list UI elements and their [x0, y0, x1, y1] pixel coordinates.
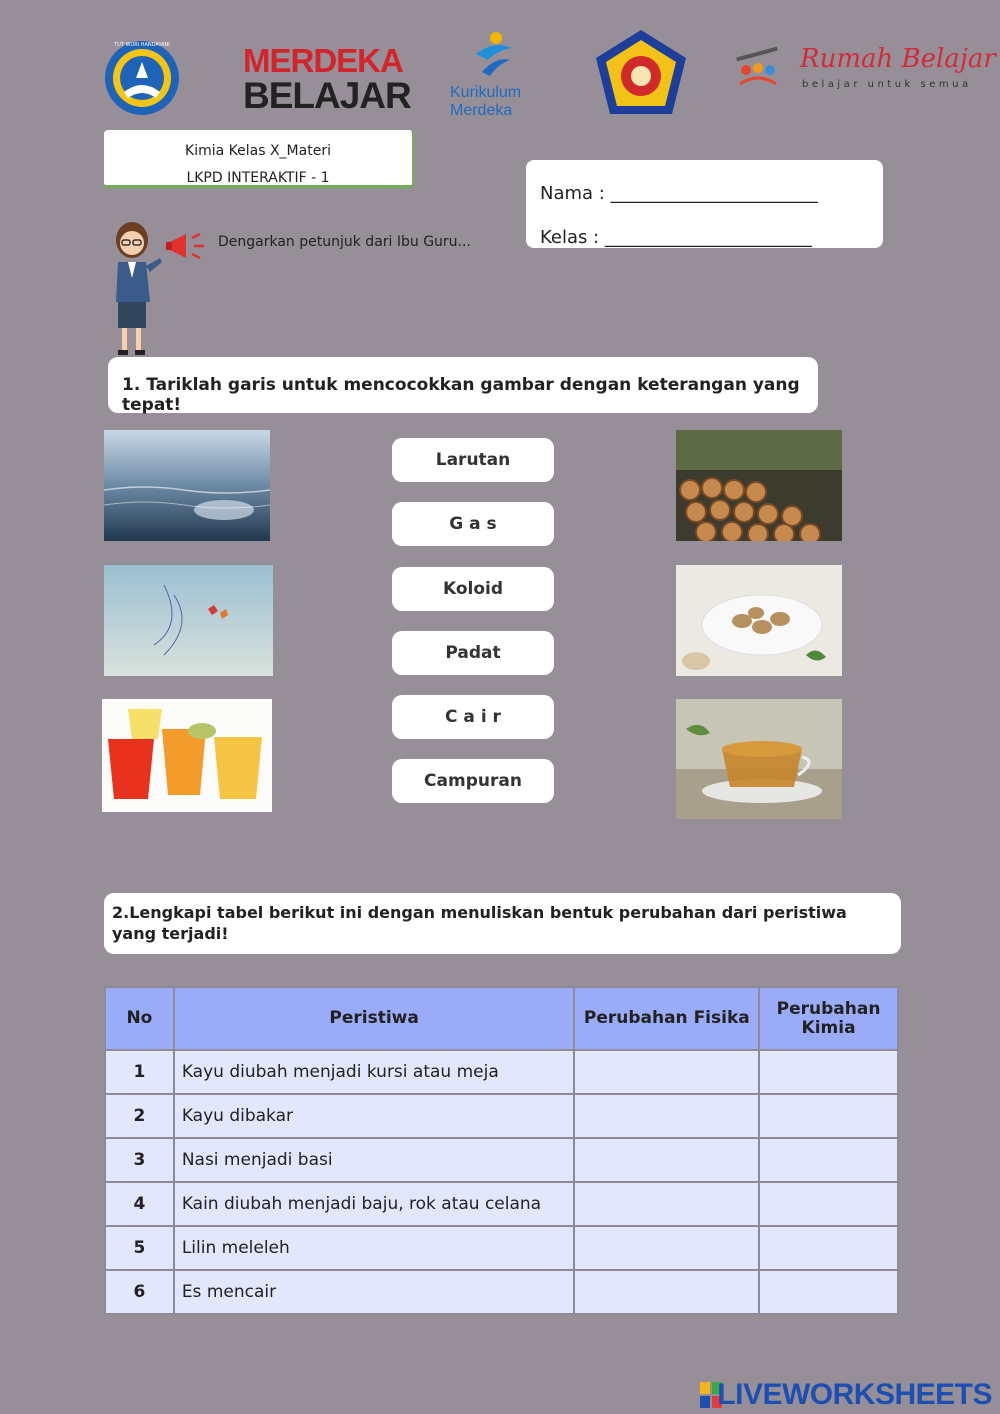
tea-cup-photo[interactable] — [676, 699, 842, 819]
jelly-dessert-photo[interactable] — [102, 699, 272, 812]
question-1-prompt: 1. Tariklah garis untuk mencocokkan gambar dengan keterangan yang tepat! — [108, 357, 818, 413]
merdeka-word-small: Merdeka — [450, 102, 513, 119]
row-event: Kain diubah menjadi baju, rok atau celana — [174, 1182, 575, 1226]
tut-wuri-logo — [104, 40, 180, 116]
row-event: Kayu diubah menjadi kursi atau meja — [174, 1050, 575, 1094]
row-number: 2 — [105, 1094, 174, 1138]
student-info-box — [526, 160, 883, 248]
table-row — [105, 1094, 898, 1138]
merdeka-word: MERDEKA — [243, 42, 403, 79]
water-surface-photo[interactable] — [104, 430, 270, 541]
option-padat[interactable]: Padat — [392, 631, 554, 675]
row-number: 3 — [105, 1138, 174, 1182]
kites-sky-photo[interactable] — [104, 565, 273, 676]
change-table — [104, 986, 899, 1315]
header-chemical-line1: Perubahan — [776, 998, 881, 1019]
wood-logs-photo[interactable] — [676, 430, 842, 541]
row-number: 6 — [105, 1270, 174, 1314]
row-number: 4 — [105, 1182, 174, 1226]
rumah-belajar-tagline: belajar untuk semua — [802, 79, 972, 90]
worksheet-subject: Kimia Kelas X_Materi — [185, 143, 331, 159]
physical-answer-cell[interactable] — [574, 1094, 759, 1138]
option-koloid[interactable]: Koloid — [392, 567, 554, 611]
chemical-answer-cell[interactable] — [759, 1050, 898, 1094]
row-number: 1 — [105, 1050, 174, 1094]
header-physical-change: Perubahan Fisika — [574, 987, 759, 1050]
chemical-answer-cell[interactable] — [759, 1138, 898, 1182]
worksheet-title-box — [104, 130, 414, 188]
megaphone-icon — [166, 230, 210, 262]
row-event: Es mencair — [174, 1270, 575, 1314]
option-larutan[interactable]: Larutan — [392, 438, 554, 482]
mushroom-dish-photo[interactable] — [676, 565, 842, 676]
tut-wuri-caption: TUT WURI HANDAYANI — [114, 42, 170, 48]
row-event: Lilin meleleh — [174, 1226, 575, 1270]
worksheet-label: LKPD INTERAKTIF - 1 — [186, 170, 330, 186]
physical-answer-cell[interactable] — [574, 1050, 759, 1094]
header-no: No — [105, 987, 174, 1050]
option-cair[interactable]: C a i r — [392, 695, 554, 739]
header-chemical-line2: Kimia — [801, 1017, 856, 1038]
physical-answer-cell[interactable] — [574, 1182, 759, 1226]
teacher-instruction: Dengarkan petunjuk dari Ibu Guru... — [218, 234, 471, 250]
merdeka-belajar-logo — [243, 42, 411, 116]
rumah-belajar-logo — [732, 44, 996, 94]
row-event: Kayu dibakar — [174, 1094, 575, 1138]
chemical-answer-cell[interactable] — [759, 1226, 898, 1270]
table-header-row — [105, 987, 898, 1050]
chemical-answer-cell[interactable] — [759, 1270, 898, 1314]
option-campuran[interactable]: Campuran — [392, 759, 554, 803]
header-event: Peristiwa — [174, 987, 575, 1050]
kurikulum-merdeka-logo — [446, 30, 546, 120]
chemical-answer-cell[interactable] — [759, 1094, 898, 1138]
physical-answer-cell[interactable] — [574, 1226, 759, 1270]
option-gas[interactable]: G a s — [392, 502, 554, 546]
table-row — [105, 1182, 898, 1226]
rumah-belajar-title: Rumah Belajar — [800, 44, 996, 74]
kurikulum-word: Kurikulum — [450, 84, 522, 101]
table-row — [105, 1050, 898, 1094]
table-row — [105, 1226, 898, 1270]
question-2-prompt: 2.Lengkapi tabel berikut ini dengan menuliskan bentuk perubahan dari peristiwa yang terjadi! — [104, 893, 901, 954]
physical-answer-cell[interactable] — [574, 1138, 759, 1182]
physical-answer-cell[interactable] — [574, 1270, 759, 1314]
belajar-word: BELAJAR — [243, 75, 411, 116]
table-row — [105, 1270, 898, 1314]
chemical-answer-cell[interactable] — [759, 1182, 898, 1226]
liveworksheets-brand[interactable]: LIVEWORKSHEETS — [717, 1378, 992, 1411]
student-class-field[interactable]: Kelas : _______________________ — [540, 227, 812, 248]
header-chemical-change — [759, 987, 898, 1050]
table-row — [105, 1138, 898, 1182]
school-emblem — [594, 28, 688, 116]
row-event: Nasi menjadi basi — [174, 1138, 575, 1182]
student-name-field[interactable]: Nama : _______________________ — [540, 183, 818, 204]
row-number: 5 — [105, 1226, 174, 1270]
